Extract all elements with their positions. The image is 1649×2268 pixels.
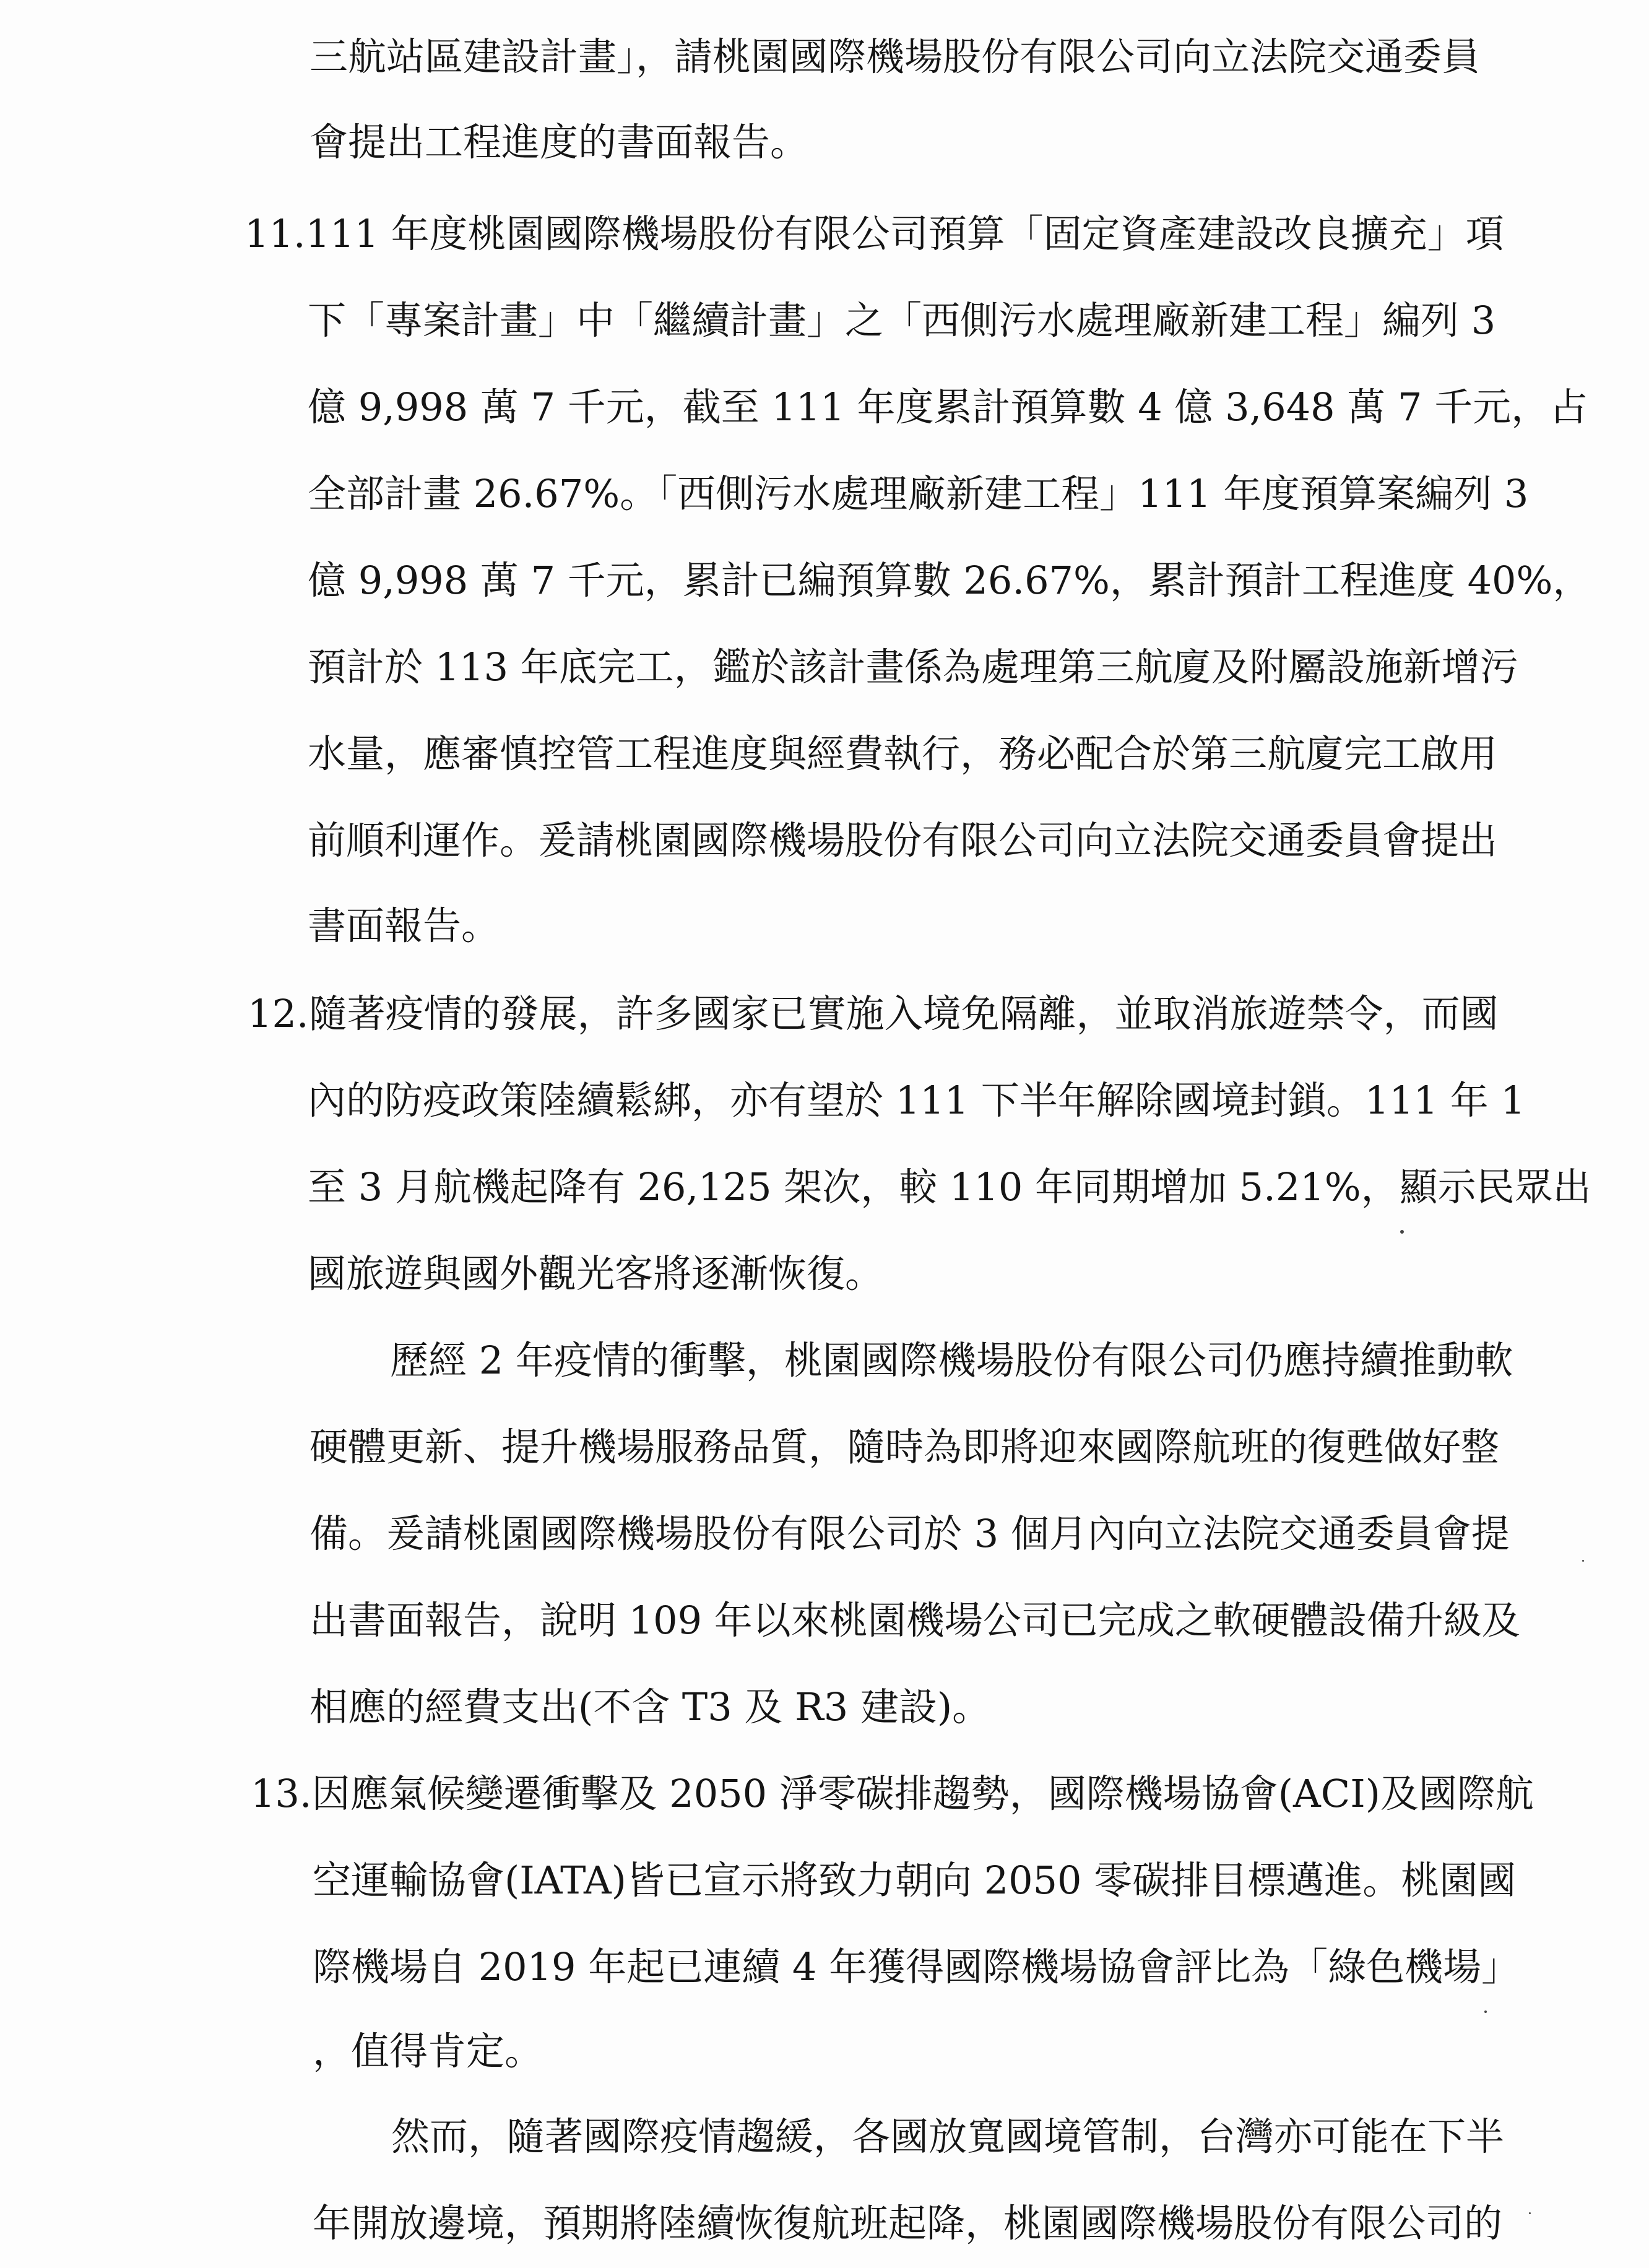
text-line: 億 9,998 萬 7 千元，累計已編預算數 26.67%，累計預計工程進度 40%， — [308, 558, 1591, 603]
scan-speck — [1529, 2212, 1531, 2214]
text-line: 至 3 月航機起降有 26,125 架次，較 110 年同期增加 5.21%，顯示民眾出 — [308, 1164, 1591, 1210]
text-line: 會提出工程進度的書面報告。 — [309, 119, 809, 165]
text-line: 全部計畫 26.67%。「西側污水處理廠新建工程」111 年度預算案編列 3 — [308, 471, 1529, 516]
text-line: 出書面報告，說明 109 年以來桃園機場公司已完成之軟硬體設備升級及 — [309, 1598, 1520, 1643]
text-line: 空運輸協會(IATA)皆已宣示將致力朝向 2050 零碳排目標邁進。桃園國 — [313, 1858, 1517, 1903]
scan-speck — [1484, 2010, 1487, 2013]
text-line: 硬體更新、提升機場服務品質，隨時為即將迎來國際航班的復甦做好整 — [309, 1424, 1500, 1469]
text-line: 歷經 2 年疫情的衝擊，桃園國際機場股份有限公司仍應持續推動軟 — [390, 1338, 1513, 1383]
text-line: 13.因應氣候變遷衝擊及 2050 淨零碳排趨勢，國際機場協會(ACI)及國際航 — [251, 1771, 1534, 1816]
text-line: 內的防疫政策陸續鬆綁，亦有望於 111 下半年解除國境封鎖。111 年 1 — [308, 1078, 1525, 1123]
scan-speck — [1400, 1230, 1404, 1234]
text-line: 12.隨著疫情的發展，許多國家已實施入境免隔離，並取消旅遊禁令，而國 — [248, 991, 1499, 1036]
text-line: 然而，隨著國際疫情趨緩，各國放寬國境管制，台灣亦可能在下半 — [391, 2114, 1505, 2159]
text-line: 國旅遊與國外觀光客將逐漸恢復。 — [308, 1251, 884, 1296]
text-line: 11.111 年度桃園國際機場股份有限公司預算「固定資產建設改良擴充」項 — [245, 211, 1504, 256]
text-line: 備。爰請桃園國際機場股份有限公司於 3 個月內向立法院交通委員會提 — [309, 1511, 1510, 1556]
text-line: 書面報告。 — [308, 903, 500, 948]
text-line: 下「專案計畫」中「繼續計畫」之「西側污水處理廠新建工程」編列 3 — [308, 298, 1496, 343]
text-line: 年開放邊境，預期將陸續恢復航班起降，桃園國際機場股份有限公司的 — [313, 2201, 1503, 2246]
text-line: 際機場自 2019 年起已連續 4 年獲得國際機場協會評比為「綠色機場」 — [313, 1944, 1520, 1989]
text-line: ，值得肯定。 — [313, 2028, 543, 2074]
text-line: 前順利運作。爰請桃園國際機場股份有限公司向立法院交通委員會提出 — [308, 818, 1498, 863]
text-line: 預計於 113 年底完工，鑑於該計畫係為處理第三航廈及附屬設施新增污 — [308, 644, 1518, 690]
text-line: 三航站區建設計畫」，請桃園國際機場股份有限公司向立法院交通委員 — [309, 34, 1481, 79]
scan-speck — [1582, 1560, 1584, 1562]
text-line: 水量，應審慎控管工程進度與經費執行，務必配合於第三航廈完工啟用 — [308, 731, 1498, 776]
text-line: 億 9,998 萬 7 千元，截至 111 年度累計預算數 4 億 3,648 萬 7 千元，占 — [308, 384, 1588, 430]
text-line: 相應的經費支出(不含 T3 及 R3 建設)。 — [309, 1684, 991, 1729]
